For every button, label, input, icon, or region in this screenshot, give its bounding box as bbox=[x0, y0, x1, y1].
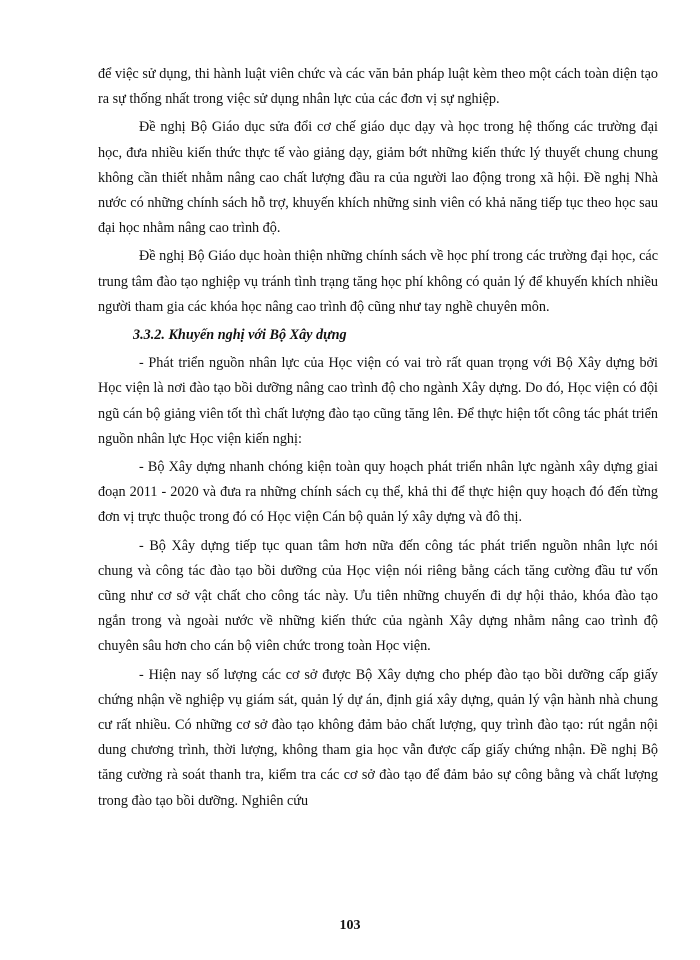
paragraph-planning: - Bộ Xây dựng nhanh chóng kiện toàn quy hoạch phát triển nhân lực ngành xây dựng giai đoạn 2011 - 2020 và đưa ra những chính sách cụ thể, khả thi để thực hiện quy hoạch đó đến từng đơn vị trực thuộc trong đó có Học viện Cán bộ quản lý xây dựng và đô thị. bbox=[98, 459, 658, 526]
paragraph-education-reform: Đề nghị Bộ Giáo dục sửa đổi cơ chế giáo dục dạy và học trong hệ thống các trường đại học, đưa nhiều kiến thức thực tế vào giảng dạy, giảm bớt những kiến thức lý thuyết chung chung không cần thiết nhằm nâng cao chất lượng đầu ra của người lao động trong xã hội. Đề nghị Nhà nước có những chính sách hỗ trợ, khuyến khích những sinh viên có khả năng tiếp tục theo học sau đại học nhằm nâng cao trình độ. bbox=[98, 119, 658, 237]
paragraph-hr-importance: - Phát triển nguồn nhân lực của Học viện có vai trò rất quan trọng với Bộ Xây dựng bởi Học viện là nơi đào tạo bồi dưỡng nâng cao trình độ cho ngành Xây dựng. Do đó, Học viện có đội ngũ cán bộ giảng viên tốt thì chất lượng đào tạo cũng tăng lên. Để thực hiện tốt công tác phát triển nguồn nhân lực Học viện kiến nghị: bbox=[98, 355, 658, 447]
paragraph-training-quality: - Hiện nay số lượng các cơ sở được Bộ Xây dựng cho phép đào tạo bồi dưỡng cấp giấy chứng nhận về nghiệp vụ giám sát, quản lý dự án, định giá xây dựng, quản lý vận hành nhà chung cư rất nhiều. Có những cơ sở đào tạo không đảm bảo chất lượng, quy trình đào tạo: rút ngắn nội dung chương trình, thời lượng, không tham gia học vẫn được cấp giấy chứng nhận. Đề nghị Bộ tăng cường rà soát thanh tra, kiểm tra các cơ sở đào tạo để đảm bảo sự công bằng và chất lượng trong đào tạo bồi dưỡng. Nghiên cứu bbox=[98, 666, 658, 809]
page-body bbox=[98, 62, 658, 817]
paragraph-tuition-policy: Đề nghị Bộ Giáo dục hoàn thiện những chính sách về học phí trong các trường đại học, các trung tâm đào tạo nghiệp vụ tránh tình trạng tăng học phí không có quản lý để khuyến khích nhiều người tham gia các khóa học nâng cao trình độ cũng như tay nghề chuyên môn. bbox=[98, 248, 658, 315]
paragraph-continuation: để việc sử dụng, thi hành luật viên chức và các văn bản pháp luật kèm theo một cách toàn diện tạo ra sự thống nhất trong việc sử dụng nhân lực của các đơn vị sự nghiệp. bbox=[98, 66, 658, 108]
section-heading: 3.3.2. Khuyến nghị với Bộ Xây dựng bbox=[133, 327, 347, 344]
page-number: 103 bbox=[339, 918, 361, 933]
paragraph-investment: - Bộ Xây dựng tiếp tục quan tâm hơn nữa đến công tác phát triển nguồn nhân lực nói chung và công tác đào tạo bồi dưỡng của Học viện nói riêng bằng cách tăng cường đầu tư vốn cũng như cơ sở vật chất cho công tác này. Ưu tiên những chuyến đi dự hội thảo, khóa đào tạo ngắn trong và ngoài nước về những kiến thức của ngành Xây dựng nhằm nâng cao trình độ chuyên sâu hơn cho cán bộ viên chức trong toàn Học viện. bbox=[98, 537, 658, 655]
